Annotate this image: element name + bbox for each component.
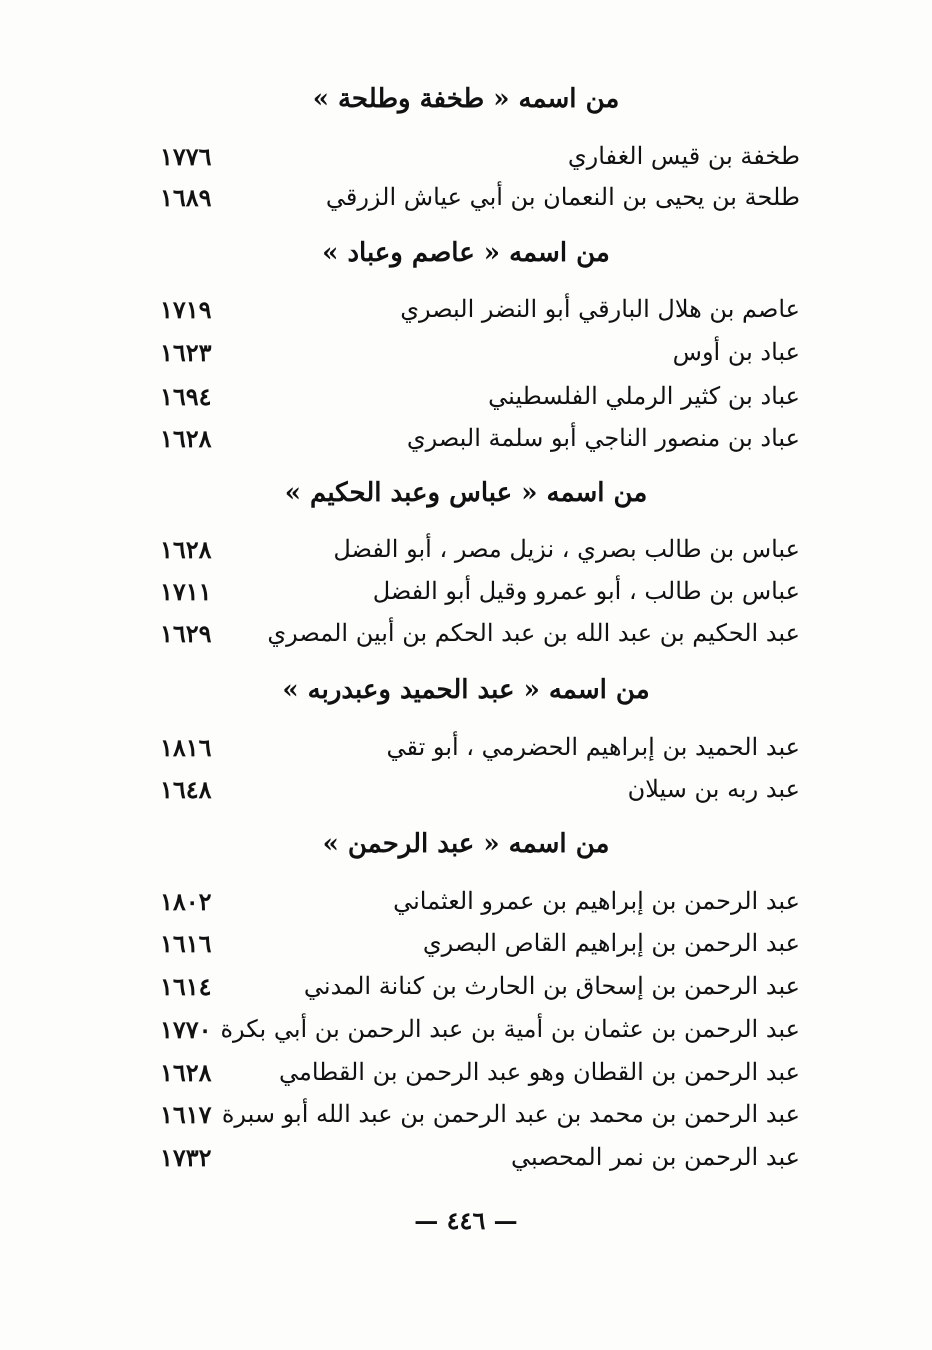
index-entry	[160, 929, 800, 969]
entry-name: عبد الرحمن بن محمد بن عبد الرحمن بن عبد الله أبو سبرة	[221, 1100, 800, 1128]
index-entry	[160, 142, 800, 182]
entry-name: عبد الرحمن بن القطان وهو عبد الرحمن بن القطامي	[278, 1058, 800, 1086]
entry-number: ١٦٢٩	[160, 619, 212, 648]
entry-name: عبد الرحمن بن عثمان بن أمية بن عبد الرحمن بن أبي بكرة	[220, 1015, 800, 1043]
entry-number: ١٧٣٢	[160, 1143, 212, 1172]
entry-name: عباد بن كثير الرملي الفلسطيني	[488, 382, 800, 410]
entry-name: طخفة بن قيس الغفاري	[567, 142, 800, 170]
index-entry	[160, 775, 800, 815]
index-entry	[160, 577, 800, 617]
index-entry	[160, 1100, 800, 1140]
entry-number: ١٦١٧	[160, 1100, 212, 1129]
entry-number: ١٦٢٨	[160, 1058, 212, 1087]
entry-number: ١٦٤٨	[160, 775, 212, 804]
index-entry	[160, 1015, 800, 1055]
entry-number: ١٧١١	[160, 577, 212, 606]
entry-number: ١٦٩٤	[160, 382, 212, 411]
section-heading: من اسمه « عبد الرحمن »	[322, 829, 610, 859]
entry-name: عباد بن أوس	[672, 338, 800, 366]
index-entry	[160, 424, 800, 464]
index-entry	[160, 382, 800, 422]
index-entry	[160, 887, 800, 927]
entry-name: عبد الرحمن بن إبراهيم القاص البصري	[422, 929, 800, 957]
entry-name: عباس بن طالب ، أبو عمرو وقيل أبو الفضل	[372, 577, 800, 605]
entry-name: عبد الحميد بن إبراهيم الحضرمي ، أبو تقي	[386, 733, 800, 761]
index-entry	[160, 295, 800, 335]
entry-number: ١٦١٦	[160, 929, 212, 958]
entry-number: ١٦١٤	[160, 972, 212, 1001]
section-heading: من اسمه « عباس وعبد الحكيم »	[284, 478, 648, 508]
entry-number: ١٧١٩	[160, 295, 212, 324]
entry-name: عبد الرحمن بن إبراهيم بن عمرو العثماني	[393, 887, 800, 915]
index-entry	[160, 183, 800, 223]
page-number: — ٤٤٦ —	[414, 1206, 518, 1235]
entry-number: ١٦٢٣	[160, 338, 212, 367]
entry-number: ١٧٧٠	[160, 1015, 212, 1044]
entry-name: عبد الحكيم بن عبد الله بن عبد الحكم بن أبين المصري	[267, 619, 800, 647]
index-entry	[160, 535, 800, 575]
entry-number: ١٧٧٦	[160, 142, 212, 171]
index-entry	[160, 733, 800, 773]
entry-name: طلحة بن يحيى بن النعمان بن أبي عياش الزرقي	[325, 183, 800, 211]
entry-number: ١٦٨٩	[160, 183, 212, 212]
entry-number: ١٨٠٢	[160, 887, 212, 916]
section-heading: من اسمه « طخفة وطلحة »	[312, 84, 620, 114]
index-entry	[160, 972, 800, 1012]
index-entry	[160, 619, 800, 659]
entry-name: عبد ربه بن سيلان	[627, 775, 800, 803]
index-entry	[160, 1143, 800, 1183]
entry-name: عباد بن منصور الناجي أبو سلمة البصري	[406, 424, 800, 452]
entry-name: عاصم بن هلال البارقي أبو النضر البصري	[400, 295, 800, 323]
section-heading: من اسمه « عاصم وعباد »	[322, 238, 610, 268]
entry-number: ١٦٢٨	[160, 535, 212, 564]
entry-name: عبد الرحمن بن نمر المحصبي	[510, 1143, 800, 1171]
index-entry	[160, 338, 800, 378]
section-heading: من اسمه « عبد الحميد وعبدربه »	[282, 675, 650, 705]
entry-name: عبد الرحمن بن إسحاق بن الحارث بن كنانة المدني	[303, 972, 800, 1000]
entry-name: عباس بن طالب بصري ، نزيل مصر ، أبو الفضل	[333, 535, 800, 563]
index-entry	[160, 1058, 800, 1098]
entry-number: ١٦٢٨	[160, 424, 212, 453]
entry-number: ١٨١٦	[160, 733, 212, 762]
